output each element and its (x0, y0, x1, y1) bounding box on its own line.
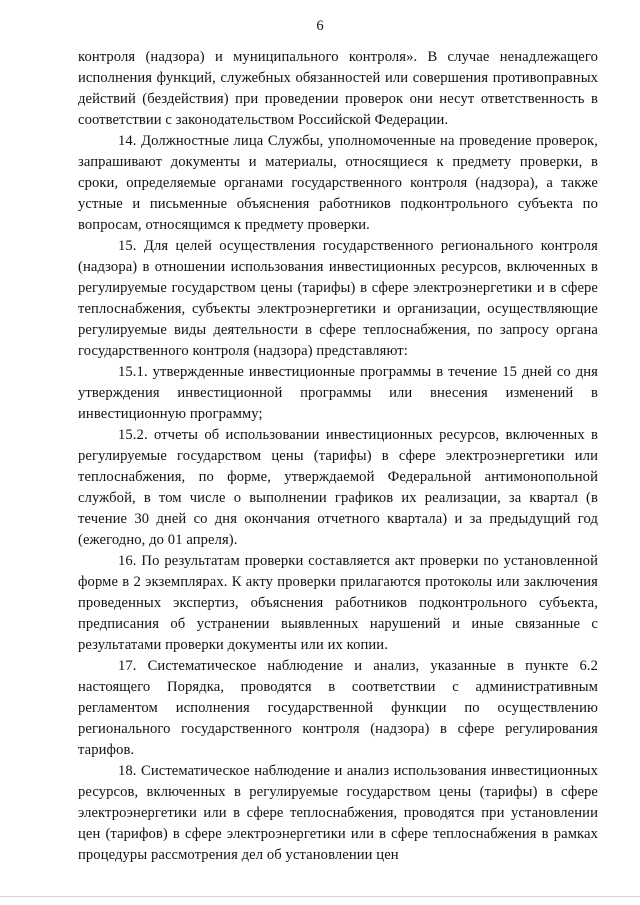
paragraph-14: 14. Должностные лица Службы, уполномоченные на проведение проверок, запрашивают документы и материалы, относящиеся к предмету проверки, в сроки, определяемые органами государственного контроля (надзора), а также устные и письменные объяснения работников подконтрольного субъекта по вопросам, относящимся к предмету проверки. (78, 133, 598, 233)
paragraph-18: 18. Систематическое наблюдение и анализ использования инвестиционных ресурсов, включенных в регулируемые государством цены (тарифы) в сфере электроэнергетики или в сфере теплоснабжения, проводятся при установлении цен (тарифов) в сфере электроэнергетики или в сфере теплоснабжения в рамках процедуры рассмотрения дел об установлении цен (78, 763, 598, 863)
paragraph-15: 15. Для целей осуществления государственного регионального контроля (надзора) в отношении использования инвестиционных ресурсов, включенных в регулируемые государством цены (тарифы) в сфере электроэнергетики и в сфере теплоснабжения, субъекты электроэнергетики и организации, осуществляющие регулируемые виды деятельности в сфере теплоснабжения, по запросу органа государственного контроля (надзора) представляют: (78, 238, 598, 359)
paragraph-17: 17. Систематическое наблюдение и анализ, указанные в пункте 6.2 настоящего Порядка, проводятся в соответствии с административным регламентом исполнения государственной функции по осуществлению регионального государственного контроля (надзора) в сфере регулирования тарифов. (78, 658, 598, 758)
paragraph-continuation: контроля (надзора) и муниципального контроля». В случае ненадлежащего исполнения функций, служебных обязанностей или совершения противоправных действий (бездействия) при проведении проверок они несут ответственность в соответствии с законодательством Российской Федерации. (78, 49, 598, 128)
page-number: 6 (316, 18, 324, 34)
paragraph-15-2: 15.2. отчеты об использовании инвестиционных ресурсов, включенных в регулируемые государством цены (тарифы) в сфере электроэнергетики или теплоснабжения, по форме, утверждаемой Федеральной антимонопольной службой, в том числе о выполнении графиков их реализации, за квартал (в течение 30 дней со дня окончания отчетного квартала) и за предыдущий год (ежегодно, до 01 апреля). (78, 427, 598, 548)
scan-edge-line (0, 896, 640, 897)
paragraph-16: 16. По результатам проверки составляется акт проверки по установленной форме в 2 экземплярах. К акту проверки прилагаются протоколы или заключения проведенных экспертиз, объяснения работников подконтрольного субъекта, предписания об устранении выявленных нарушений и иные связанные с результатами проверки документы или их копии. (78, 553, 598, 653)
paragraph-15-1: 15.1. утвержденные инвестиционные программы в течение 15 дней со дня утверждения инвестиционной программы или внесения изменений в инвестиционную программу; (78, 364, 598, 422)
document-body (78, 47, 598, 866)
